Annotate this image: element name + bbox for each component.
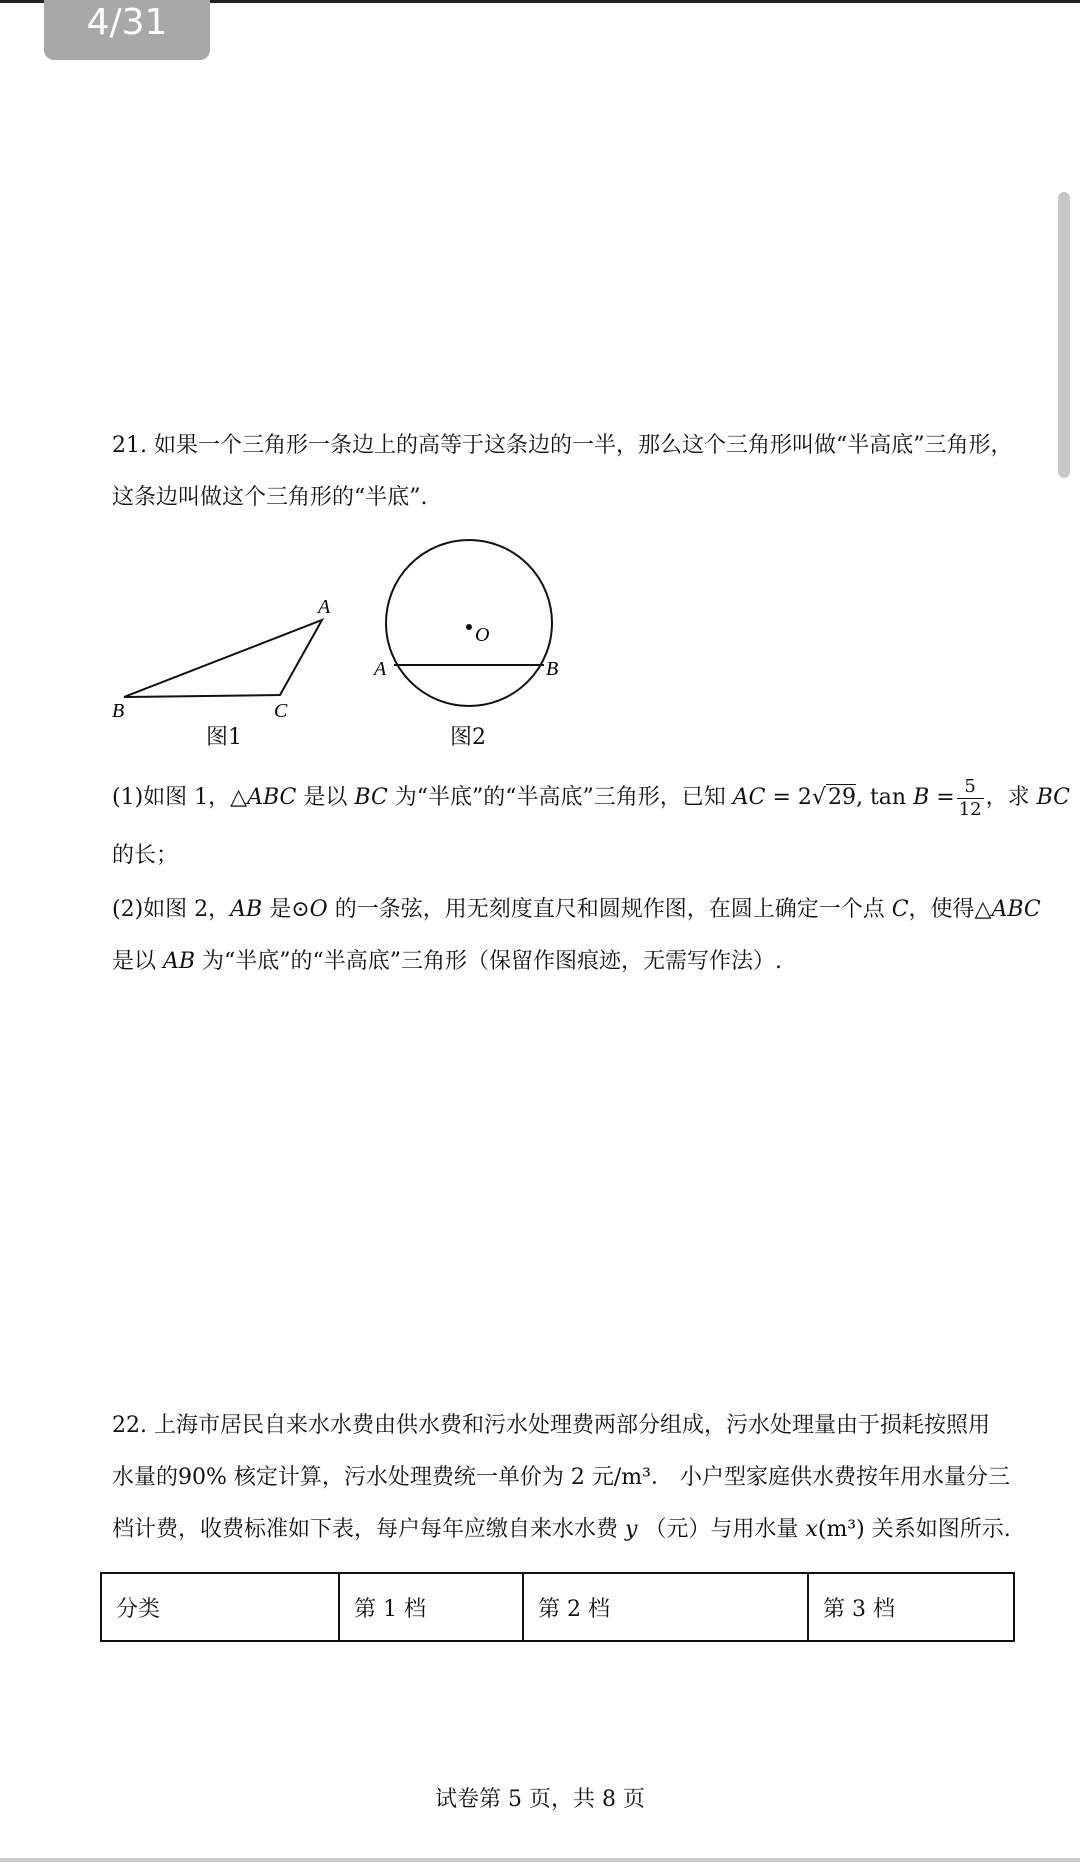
sqrt-value: 29 <box>827 785 856 810</box>
var-ac: AC <box>732 785 766 810</box>
text: 为“半底”的“半高底”三角形，已知 <box>387 785 733 810</box>
text: (m³) <box>817 1517 865 1542</box>
var-bc: BC <box>354 785 388 810</box>
text: = <box>929 785 955 810</box>
var-c: C <box>891 897 909 922</box>
fee-table <box>100 1572 1015 1642</box>
var-abc: ABC <box>247 785 297 810</box>
q21-part1-line2: 的长； <box>112 843 179 868</box>
text: 关系如图所示. <box>864 1517 1011 1542</box>
fig2-label-a: A <box>374 658 387 680</box>
text: 是⊙ <box>262 897 310 922</box>
fig1-label-b: B <box>112 700 125 722</box>
fig2-label-b: B <box>546 658 559 680</box>
figure-1-triangle <box>110 585 350 725</box>
fig1-label-c: C <box>274 700 288 722</box>
var-x: x <box>805 1517 818 1542</box>
text: （元）与用水量 <box>637 1517 806 1542</box>
text: 的一条弦，用无刻度直尺和圆规作图，在圆上确定一个点 <box>327 897 892 922</box>
table-header-cell: 第 3 档 <box>808 1573 1014 1641</box>
page-footer: 试卷第 5 页，共 8 页 <box>435 1787 645 1812</box>
question-22 <box>112 1400 1011 1556</box>
fig1-label-a: A <box>318 596 331 618</box>
var-ab: AB <box>230 897 263 922</box>
center-point <box>466 624 472 630</box>
q21-line1: 21. 如果一个三角形一条边上的高等于这条边的一半，那么这个三角形叫做“半高底”三角形， <box>112 433 1013 458</box>
table-header-cell: 第 1 档 <box>339 1573 523 1641</box>
text: (1)如图 1，△ <box>112 785 248 810</box>
scrollbar-thumb[interactable] <box>1058 192 1070 478</box>
q21-part2-line1 <box>112 884 1041 936</box>
triangle-abc <box>124 620 322 697</box>
var-abc: ABC <box>991 897 1041 922</box>
page-indicator-badge: 4/31 <box>44 0 210 60</box>
fraction <box>957 776 984 821</box>
fig2-label-o: O <box>475 624 490 646</box>
text: 是以 <box>296 785 355 810</box>
text: ，求 <box>985 785 1037 810</box>
fig1-caption: 图1 <box>206 725 242 750</box>
text: 是以 <box>112 949 163 974</box>
var-ab: AB <box>163 949 196 974</box>
text: 为“半底”的“半高底”三角形（保留作图痕迹，无需写作法）. <box>195 949 783 974</box>
frac-numerator: 5 <box>957 776 984 799</box>
var-o: O <box>309 897 328 922</box>
var-y: y <box>625 1517 638 1542</box>
circle-o <box>386 540 552 706</box>
q21-part2 <box>112 884 1041 988</box>
text: (2)如图 2， <box>112 897 231 922</box>
frac-denominator: 12 <box>958 798 982 820</box>
q22-line3 <box>112 1504 1011 1556</box>
q21-part1-line1: (1)如图 1，△ABC 是以 BC 为“半底”的“半高底”三角形，已知 AC = 2√29, tan B = $\frac{5}{12}$ ，求 BC <box>112 775 1071 820</box>
text: , tan <box>855 785 914 810</box>
q21-part1 <box>112 772 1070 882</box>
var-b: B <box>913 785 930 810</box>
text: 档计费，收费标准如下表，每户每年应缴自来水水费 <box>112 1517 625 1542</box>
table-header-cell: 第 2 档 <box>523 1573 808 1641</box>
figure-2-circle <box>372 535 572 715</box>
q21-line2: 这条边叫做这个三角形的“半底”. <box>112 485 428 510</box>
var-bc: BC <box>1036 785 1071 810</box>
text: = 2 <box>765 785 812 810</box>
bottom-border <box>0 1858 1080 1862</box>
table-header-cell: 分类 <box>101 1573 339 1641</box>
q22-line1: 22. 上海市居民自来水水费由供水费和污水处理费两部分组成，污水处理量由于损耗按照用 <box>112 1413 990 1438</box>
q22-line2: 水量的90% 核定计算，污水处理费统一单价为 2 元/m³． 小户型家庭供水费按年用水量分三 <box>112 1465 1010 1490</box>
q21-part2-line2 <box>112 936 1041 988</box>
question-21-intro <box>112 420 1012 524</box>
text: ，使得△ <box>908 897 992 922</box>
fig2-caption: 图2 <box>450 725 486 750</box>
table-row <box>101 1573 1014 1641</box>
